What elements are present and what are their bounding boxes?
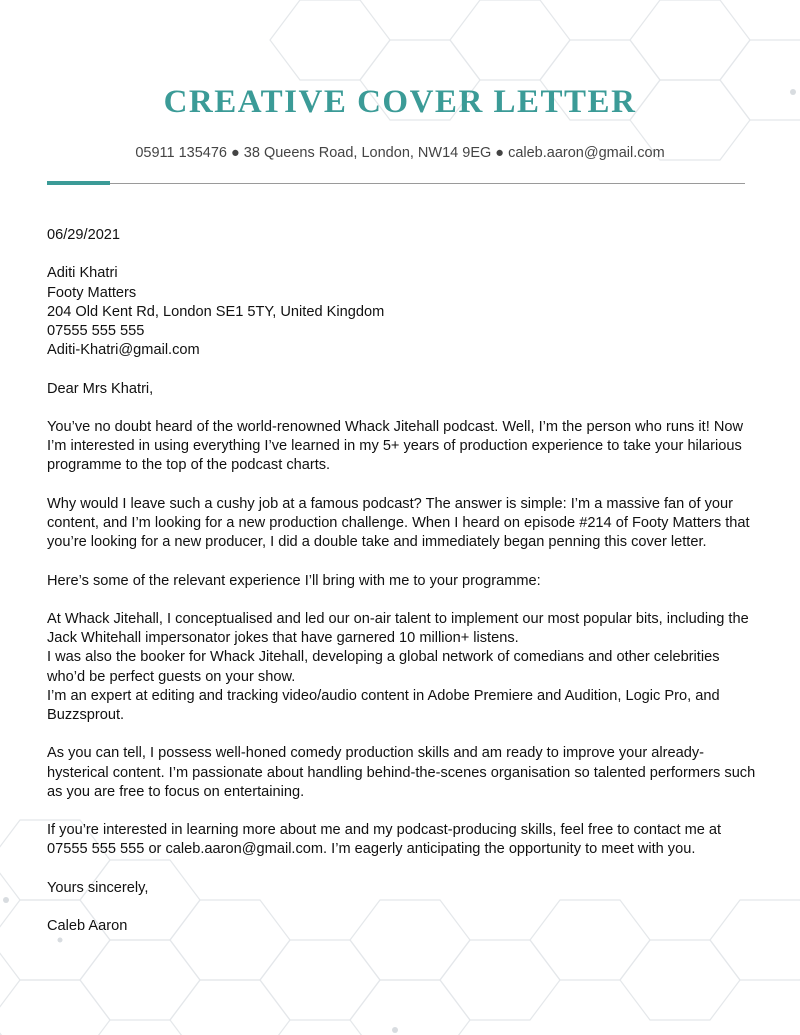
experience-item: I’m an expert at editing and tracking video/audio content in Adobe Premiere and Audition, Logic Pro, and Buzzsprout.	[47, 687, 720, 723]
header-divider-accent	[47, 181, 110, 185]
letter-date: 06/29/2021	[47, 227, 121, 243]
letter-body	[47, 226, 757, 936]
recipient-company: Footy Matters	[47, 284, 137, 301]
paragraph-contact: If you’re interested in learning more about me and my podcast-producing skills, feel free to contact me at 07555 555 555 or caleb.aaron@gmail.com. I’m eagerly anticipating the opportunity to meet with you.	[47, 822, 722, 858]
letter-title: CREATIVE COVER LETTER	[163, 84, 637, 120]
recipient-name: Aditi Khatri	[47, 265, 118, 282]
paragraph-skills: As you can tell, I possess well-honed comedy production skills and am ready to improve your already-hysterical content. I’m passionate about handling behind-the-scenes organisation so talented performers such as you are free to focus on entertaining.	[47, 745, 756, 800]
recipient-email: Aditi-Khatri@gmail.com	[47, 342, 200, 359]
recipient-address: 204 Old Kent Rd, London SE1 5TY, United Kingdom	[47, 303, 385, 320]
sender-contact-line: 05911 135476 ● 38 Queens Road, London, NW14 9EG ● caleb.aaron@gmail.com	[135, 145, 665, 161]
experience-item: At Whack Jitehall, I conceptualised and led our on-air talent to implement our most popular bits, including the Jack Whitehall impersonator jokes that have garnered 10 million+ listens.	[47, 610, 749, 647]
experience-item: I was also the booker for Whack Jitehall, developing a global network of comedians and other celebrities who’d be perfect guests on your show.	[47, 649, 720, 685]
paragraph-motivation: Why would I leave such a cushy job at a famous podcast? The answer is simple: I’m a massive fan of your content, and I’m looking for a new production challenge. When I heard on episode #214 of Footy Matters that you’re looking for a new producer, I did a double take and immediately began penning this cover letter.	[47, 495, 750, 551]
signoff: Yours sincerely,	[47, 879, 149, 896]
recipient-phone: 07555 555 555	[47, 323, 145, 339]
signature-name: Caleb Aaron	[47, 918, 128, 935]
paragraph-experience-lead: Here’s some of the relevant experience I’ll bring with me to your programme:	[47, 572, 541, 589]
salutation: Dear Mrs Khatri,	[47, 380, 154, 397]
header-divider	[47, 183, 745, 184]
paragraph-intro: You’ve no doubt heard of the world-renowned Whack Jitehall podcast. Well, I’m the person who runs it! Now I’m interested in using everything I’ve learned in my 5+ years of production experience to take your hilarious programme to the top of the podcast charts.	[47, 418, 744, 474]
